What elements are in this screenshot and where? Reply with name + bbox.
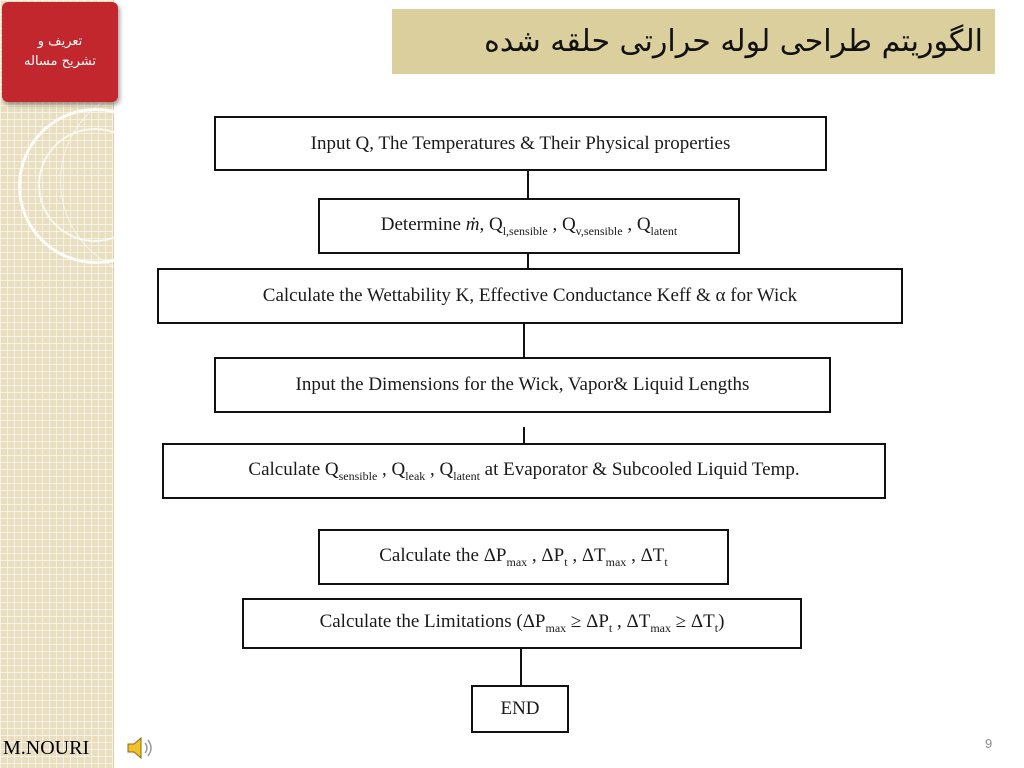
side-panel [0, 0, 114, 768]
step-calculate-pressure [318, 529, 729, 585]
step-calculate-pressure-text [379, 545, 667, 570]
step-calculate-limitations [242, 598, 802, 649]
text-part: , Q [425, 458, 454, 480]
subscript: sensible [338, 468, 378, 483]
step-calculate-wettability [157, 268, 903, 324]
section-tab[interactable] [2, 2, 118, 102]
text-part: , Q [377, 458, 406, 480]
step-end [471, 685, 569, 733]
subscript: latent [453, 468, 480, 483]
subscript: latent [650, 223, 678, 238]
subscript: leak [405, 468, 426, 483]
text-part: , ΔT [626, 544, 665, 566]
subscript: t [714, 620, 719, 635]
text-part: , ΔT [612, 611, 651, 633]
text-part: , Q [547, 213, 576, 235]
step-determine-flow-text [381, 214, 677, 239]
subscript: max [545, 620, 567, 635]
step-input-q-text: Input Q, The Temperatures & Their Physical properties [310, 132, 731, 154]
step-input-q [214, 116, 827, 171]
connector [527, 170, 529, 198]
step-calculate-heat-text [248, 459, 799, 484]
text-part: , ΔP [527, 544, 565, 566]
step-calculate-heat [162, 443, 886, 499]
subscript: max [650, 620, 671, 635]
step-end-text: END [500, 698, 540, 719]
subscript: v,sensible [575, 223, 623, 238]
text-part: , ΔT [567, 544, 606, 566]
text-part: Calculate the ΔP [379, 544, 507, 566]
text-part: ≥ ΔP [566, 611, 609, 633]
slide-title-box [392, 9, 995, 74]
subscript: max [506, 554, 528, 569]
decorative-ring [60, 85, 252, 277]
connector [520, 648, 522, 686]
section-tab-line2: تشریح مساله [24, 54, 96, 69]
text-part: Determine [380, 213, 466, 235]
text-part: ≥ ΔT [670, 611, 715, 633]
text-part: , Q [479, 213, 503, 235]
slide-title: الگوریتم طراحی لوله حرارتی حلقه شده [484, 24, 983, 59]
step-calculate-wettability-text: Calculate the Wettability K, Effective Conductance Keff & α for Wick [262, 285, 798, 306]
author-name: M.NOURI [3, 737, 90, 759]
speaker-icon[interactable] [124, 734, 158, 762]
text-part: , Q [622, 213, 651, 235]
text-part: ) [718, 611, 725, 633]
step-determine-flow [318, 198, 740, 254]
subscript: t [608, 620, 613, 635]
page-number: 9 [985, 736, 993, 751]
step-input-dimensions-text: Input the Dimensions for the Wick, Vapor& Liquid Lengths [295, 374, 750, 395]
section-tab-line1: تعریف و [37, 34, 83, 49]
subscript: t [564, 554, 568, 569]
mass-flow-symbol: ṁ [465, 213, 480, 235]
text-part: Calculate Q [248, 458, 339, 480]
step-input-dimensions [214, 357, 831, 413]
subscript: t [664, 554, 668, 569]
text-part: Calculate the Limitations (ΔP [319, 611, 546, 633]
subscript: max [605, 554, 627, 569]
subscript: l,sensible [502, 223, 548, 238]
step-calculate-limitations-text [320, 611, 725, 636]
text-part: at Evaporator & Subcooled Liquid Temp. [479, 458, 800, 480]
